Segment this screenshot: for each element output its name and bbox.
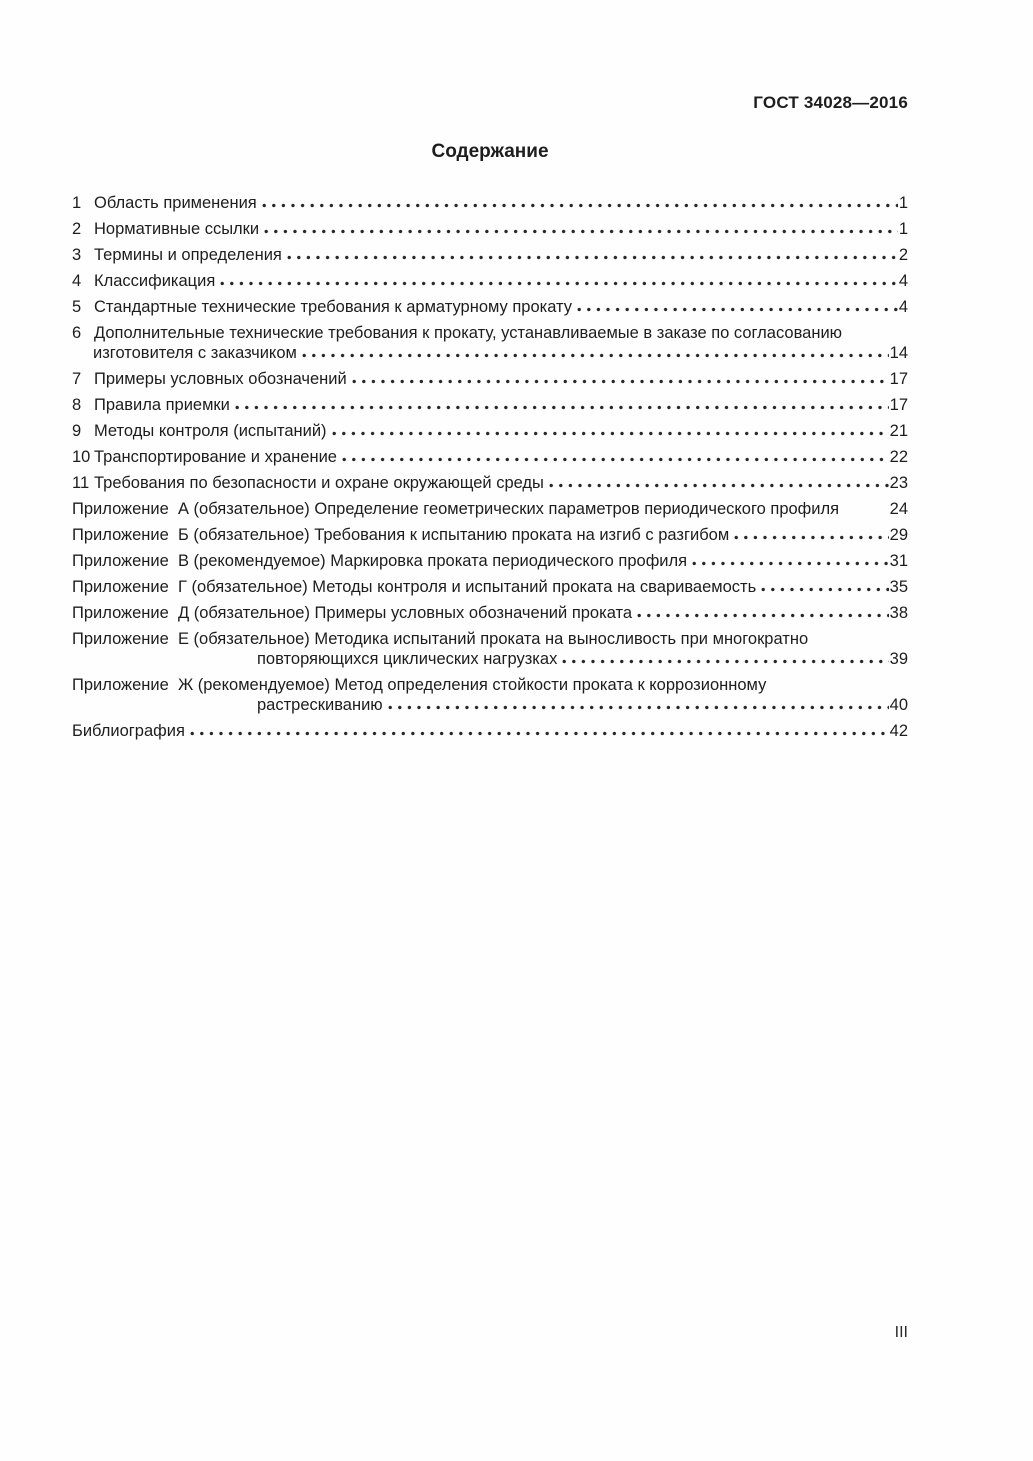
toc-entry xyxy=(72,245,908,265)
toc-entry-text: повторяющихся циклических нагрузках xyxy=(257,650,558,668)
toc-entry xyxy=(72,297,908,317)
dot-leader xyxy=(220,281,898,286)
toc-entry-text: Требования по безопасности и охране окружающей среды xyxy=(94,474,544,492)
dot-leader xyxy=(302,353,889,358)
dot-leader xyxy=(190,731,889,736)
dot-leader xyxy=(549,483,889,488)
toc-entry xyxy=(72,721,908,741)
toc-entry xyxy=(72,323,908,363)
toc-entry-number: 9 xyxy=(72,422,82,440)
toc-entry-page: 42 xyxy=(889,722,908,740)
toc-entry-text: Приложение Е (обязательное) Методика испытаний проката на выносливость при многократно xyxy=(72,630,809,648)
toc-entry-text: Стандартные технические требования к арматурному прокату xyxy=(94,298,573,316)
toc-entry-line xyxy=(72,323,908,343)
toc-list xyxy=(72,193,908,741)
dot-leader xyxy=(734,535,888,540)
dot-leader xyxy=(562,659,888,664)
dot-leader xyxy=(262,203,898,208)
toc-entry-text: Область применения xyxy=(94,194,257,212)
dot-leader xyxy=(692,561,889,566)
toc-entry-line xyxy=(72,525,908,545)
toc-entry xyxy=(72,447,908,467)
toc-entry-page: 17 xyxy=(889,396,908,414)
dot-leader xyxy=(844,509,889,514)
toc-entry xyxy=(72,577,908,597)
toc-entry-number: 5 xyxy=(72,298,82,316)
toc-entry-number: 7 xyxy=(72,370,82,388)
toc-entry-number: 11 xyxy=(72,474,90,492)
toc-entry-line xyxy=(72,193,908,213)
toc-entry xyxy=(72,421,908,441)
toc-entry-number: 6 xyxy=(72,324,82,342)
toc-entry xyxy=(72,675,908,715)
toc-entry-number: 3 xyxy=(72,246,82,264)
toc-entry-text: Приложение В (рекомендуемое) Маркировка проката периодического профиля xyxy=(72,552,688,570)
toc-entry-page: 31 xyxy=(889,552,908,570)
toc-entry xyxy=(72,219,908,239)
toc-entry xyxy=(72,193,908,213)
toc-entry-line xyxy=(72,395,908,415)
toc-entry-line-continuation xyxy=(72,649,908,669)
toc-entry-page: 23 xyxy=(889,474,908,492)
toc-entry-text: Библиография xyxy=(72,722,185,740)
toc-entry-text: Приложение Г (обязательное) Методы контроля и испытаний проката на свариваемость xyxy=(72,578,757,596)
toc-entry-text: Приложение Б (обязательное) Требования к испытанию проката на изгиб с разгибом xyxy=(72,526,730,544)
toc-entry-text: Термины и определения xyxy=(94,246,282,264)
toc-entry-page: 1 xyxy=(898,194,908,212)
toc-entry-page: 35 xyxy=(889,578,908,596)
toc-entry xyxy=(72,499,908,519)
dot-leader xyxy=(264,229,898,234)
toc-entry-text: Транспортирование и хранение xyxy=(94,448,337,466)
toc-entry-text: изготовителя с заказчиком xyxy=(93,344,297,362)
toc-entry-page: 29 xyxy=(889,526,908,544)
toc-entry-line-continuation xyxy=(72,343,908,363)
toc-entry xyxy=(72,629,908,669)
toc-entry xyxy=(72,395,908,415)
toc-entry-text: Приложение А (обязательное) Определение геометрических параметров периодического профиля xyxy=(72,500,840,518)
toc-entry-line xyxy=(72,447,908,467)
toc-entry-line xyxy=(72,499,908,519)
toc-entry-page: 21 xyxy=(889,422,908,440)
toc-entry xyxy=(72,369,908,389)
dot-leader xyxy=(342,457,889,462)
toc-entry xyxy=(72,525,908,545)
dot-leader xyxy=(761,587,888,592)
toc-entry-line xyxy=(72,551,908,571)
toc-entry-number: 8 xyxy=(72,396,82,414)
dot-leader xyxy=(332,431,889,436)
toc-entry-page: 2 xyxy=(898,246,908,264)
dot-leader xyxy=(388,705,889,710)
toc-entry-number: 10 xyxy=(72,448,91,466)
toc-entry-text: Правила приемки xyxy=(94,396,230,414)
toc-entry-line-continuation xyxy=(72,695,908,715)
toc-entry xyxy=(72,271,908,291)
toc-entry-line xyxy=(72,675,908,695)
toc-entry-line xyxy=(72,271,908,291)
toc-entry xyxy=(72,473,908,493)
toc-entry-page: 24 xyxy=(889,500,908,518)
toc-entry xyxy=(72,551,908,571)
dot-leader xyxy=(287,255,898,260)
toc-entry-number: 1 xyxy=(72,194,82,212)
toc-entry-page: 4 xyxy=(898,298,908,316)
toc-entry-line xyxy=(72,629,908,649)
toc-entry-number: 2 xyxy=(72,220,82,238)
toc-entry-line xyxy=(72,421,908,441)
toc-entry-text: Нормативные ссылки xyxy=(94,220,260,238)
toc-entry-line xyxy=(72,577,908,597)
toc-entry-line xyxy=(72,297,908,317)
toc-entry-text: Методы контроля (испытаний) xyxy=(94,422,327,440)
toc-entry-page: 40 xyxy=(889,696,908,714)
toc-entry-text: Примеры условных обозначений xyxy=(94,370,347,388)
page-folio: III xyxy=(894,1324,908,1341)
toc-entry-text: Приложение Д (обязательное) Примеры условных обозначений проката xyxy=(72,604,633,622)
toc-entry-text: Приложение Ж (рекомендуемое) Метод определения стойкости проката к коррозионному xyxy=(72,676,767,694)
toc-entry-line xyxy=(72,473,908,493)
toc-entry-page: 17 xyxy=(889,370,908,388)
toc-entry-page: 1 xyxy=(898,220,908,238)
toc-entry-line xyxy=(72,245,908,265)
toc-entry-line xyxy=(72,369,908,389)
toc-entry-page: 14 xyxy=(889,344,908,362)
toc-entry-page: 38 xyxy=(889,604,908,622)
page-content xyxy=(72,0,908,747)
standard-number: ГОСТ 34028—2016 xyxy=(753,93,908,112)
toc-title: Содержание xyxy=(431,141,549,162)
dot-leader xyxy=(352,379,889,384)
toc-entry-page: 22 xyxy=(889,448,908,466)
toc-entry-page: 4 xyxy=(898,272,908,290)
toc-entry-line xyxy=(72,603,908,623)
dot-leader xyxy=(235,405,889,410)
toc-entry-text: Дополнительные технические требования к прокату, устанавливаемые в заказе по согласованию xyxy=(94,324,843,342)
toc-entry xyxy=(72,603,908,623)
dot-leader xyxy=(577,307,898,312)
toc-entry-line xyxy=(72,219,908,239)
toc-entry-page: 39 xyxy=(889,650,908,668)
toc-entry-number: 4 xyxy=(72,272,82,290)
toc-entry-text: растрескиванию xyxy=(257,696,383,714)
toc-entry-text: Классификация xyxy=(94,272,216,290)
dot-leader xyxy=(637,613,889,618)
toc-entry-line xyxy=(72,721,908,741)
